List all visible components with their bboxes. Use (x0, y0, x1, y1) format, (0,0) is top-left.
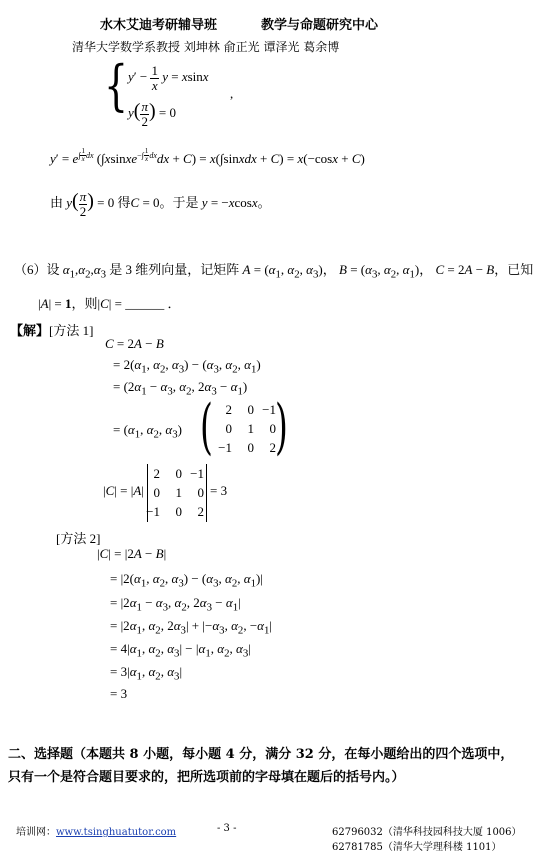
problem6-text1: 设 (46, 262, 60, 277)
m2-line-7: = 3 (110, 686, 128, 701)
m1-line-3: = ($2\alpha_1 - \alpha_3$, $\alpha_2$, $2\alpha_3 - \alpha_1$) (113, 379, 248, 398)
method1-label: [方法 1] (49, 323, 94, 338)
matrix1-left-paren: ( (200, 392, 213, 462)
problem6-period: ． (167, 296, 181, 311)
m1-line-2: = $2(\alpha_1$, $\alpha_2$, $\alpha_3) - (\alpha_3$, $\alpha_2$, $\alpha_1$) (113, 357, 261, 376)
left-brace: { (104, 54, 129, 117)
m2-line-1: |C| = |2A − B| (97, 546, 167, 561)
footer-site (16, 823, 176, 838)
ode-line-1: y′ − $\frac{1}{x}$ y = xsinx (128, 63, 209, 93)
header-left: 水木艾迪考研辅导班 (100, 18, 218, 33)
problem6-number: （6） (14, 262, 47, 277)
conclusion-suffix: 。于是 (159, 195, 199, 211)
conclusion-prefix: 由 (50, 195, 64, 211)
problem6-line1: （6）设 $\alpha_1,\alpha_2,\alpha_3$ 是 3 维列向量，记矩阵 $A = (\alpha_1$, $\alpha_2$, $\alpha_3$)， $B = (\alpha_3$, $\alpha_2$, $\alpha_1$)， C = 2A − B，已知 (14, 262, 534, 281)
ode-line-2: y( $\frac{\pi}{2}$ ) = 0 (128, 99, 176, 129)
ode-solution: $y' = e^{\int \frac{1}{x} dx}$ (∫xsinxe$^{-\int \frac{1}{x} dx}$dx + C) = x(∫sinxdx + C) = x(−cosx + C) (50, 147, 365, 167)
header-authors: 清华大学数学系教授 刘坤林 俞正光 谭泽光 葛余博 (72, 40, 340, 54)
problem6-text2: 是 3 维列向量，记矩阵 (109, 262, 240, 277)
ode-comma: , (230, 86, 234, 101)
footer-phone-1: 62796032（清华科技园科技大厦 1006） (332, 827, 522, 838)
m1-line-4: = ($\alpha_1$, $\alpha_2$, $\alpha_3$) (113, 422, 183, 441)
section2-line1: 二、选择题（本题共 8 小题，每小题 4 分，满分 32 分，在每小题给出的四个选项中， (8, 747, 514, 762)
matrix1-row-0: 2 0 −1 (225, 402, 276, 417)
matrix2-row-2: −1 0 2 (146, 504, 204, 519)
solution-label: 【解】 (10, 323, 50, 338)
matrix1 (218, 400, 276, 457)
footer-phone-2: 62781785（清华大学理科楼 1101） (332, 842, 502, 853)
m2-line-4: = $|2\alpha_1$, $\alpha_2$, $2\alpha_3| + |-\alpha_3$, $\alpha_2$, $-\alpha_1|$ (110, 618, 273, 637)
m2-line-6: = $3|\alpha_1$, $\alpha_2$, $\alpha_3|$ (110, 664, 183, 683)
problem6-blank: ______ (125, 296, 165, 311)
matrix1-row-2: −1 0 2 (218, 440, 276, 455)
problem6-text3: ，已知 (494, 262, 534, 277)
solution-heading (10, 320, 93, 339)
footer-site-link[interactable]: www.tsinghuatutor.com (56, 827, 177, 838)
m2-line-2: = $|2(\alpha_1$, $\alpha_2$, $\alpha_3) - (\alpha_3$, $\alpha_2$, $\alpha_1)|$ (110, 571, 263, 590)
matrix1-row-1: 0 1 0 (225, 421, 276, 436)
header-right: 教学与命题研究中心 (261, 18, 379, 33)
method2-label: [方法 2] (56, 531, 101, 546)
matrix1-right-paren: ) (275, 392, 288, 462)
section2-line2: 只有一个是符合题目要求的，把所选项前的字母填在题后的括号内。） (8, 770, 405, 785)
m1-line-1: C = 2A − B (105, 336, 164, 351)
matrix2 (146, 464, 204, 521)
ode-conclusion: 由 y( $\frac{\pi}{2}$ ) = 0 得C = 0。于是 y = −xcosx。 (50, 189, 271, 219)
m2-line-5: = $4|\alpha_1$, $\alpha_2$, $\alpha_3| - |\alpha_1$, $\alpha_2$, $\alpha_3|$ (110, 641, 251, 660)
det-result: = 3 (210, 483, 228, 498)
footer-page: - 3 - (217, 823, 237, 834)
problem6-ask: ，则 (71, 296, 98, 311)
conclusion-end: 。 (257, 195, 271, 211)
matrix2-row-1: 0 1 0 (153, 485, 204, 500)
problem6-line2: |A| = 1，则|C| = ______ ． (38, 296, 181, 311)
det-prefix: |C| = |A| (103, 483, 144, 498)
matrix2-row-0: 2 0 −1 (153, 466, 204, 481)
conclusion-mid: 得 (117, 195, 131, 211)
m2-line-3: = $|2\alpha_1 - \alpha_3$, $\alpha_2$, $2\alpha_3 - \alpha_1|$ (110, 595, 241, 614)
det-right-bar (206, 464, 207, 522)
footer-site-label: 培训网： (16, 827, 56, 838)
